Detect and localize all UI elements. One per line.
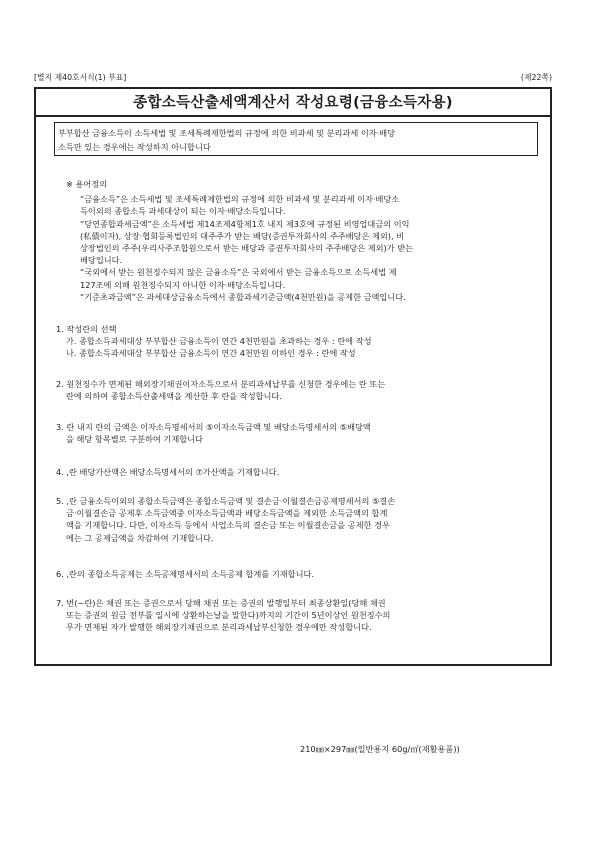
section-line: 나. 종합소득과세대상 부부합산 금융소득이 연간 4천만원 이하인 경우 : 란에 작성 bbox=[66, 348, 356, 359]
section-line: 무가 면제된 자가 발행한 해외장기채권으로 분리과세납부신청한 경우에만 작성합니다. bbox=[66, 622, 372, 633]
section-line: 5. ,란 금융소득이외의 종합소득금액은 종합소득금액 및 결손금·이월결손금공제명세서의 ⑤결손 bbox=[56, 496, 396, 506]
section-line: 1. 작성란의 선택 bbox=[56, 324, 117, 334]
instruction-section-4 bbox=[44, 466, 544, 478]
section-line: 4. ,란 배당가산액은 배당소득명세서의 ⑦가산액을 기재합니다. bbox=[56, 467, 280, 477]
definition-line: (私債이자), 상장·협회등록법인의 대주주가 받는 배당(증권투자회사의 주주배당은 제외), 비 bbox=[80, 230, 405, 241]
definition-line: 득이외의 종합소득 과세대상이 되는 이자·배당소득입니다. bbox=[80, 206, 286, 217]
form-id: [별지 제40호서식(1) 부표] bbox=[34, 73, 127, 82]
instruction-section-7 bbox=[44, 597, 544, 634]
section-line: 액을 기재합니다. 다만, 이자소득 등에서 사업소득의 결손금 또는 이월결손금을 공제한 경우 bbox=[66, 520, 390, 531]
definition-line: 상장법인의 주주(우리사주조합원으로서 받는 배당과 증권투자회사의 주주배당은 제외)가 받는 bbox=[80, 243, 414, 254]
section-line: 란에 의하여 종합소득산출세액을 계산한 후 란을 작성합니다. bbox=[66, 391, 282, 402]
section-line: 가. 종합소득과세대상 부부합산 금융소득이 연간 4천만원을 초과하는 경우 : 란에 작성 bbox=[66, 336, 372, 347]
section-line: 에는 그 공제금액을 차감하여 기재합니다. bbox=[66, 532, 214, 543]
definitions-heading: ※ 용어정의 bbox=[66, 179, 108, 189]
section-line: 금·이월결손금 공제후 소득금액중 이자소득금액과 배당소득금액을 제외한 소득금액의 합계 bbox=[66, 508, 388, 519]
definition-line: “국외에서 받는 원천징수되지 않은 금융소득”은 국외에서 받는 금융소득으로 소득세법 제 bbox=[80, 267, 397, 278]
section-line: 또는 증권의 원금 전부를 일시에 상환하는날을 말한다)까지의 기간이 5년이상인 원천징수의 bbox=[66, 610, 391, 621]
definition-line: “금융소득”은 소득세법 및 조세특례제한법의 규정에 의한 비과세 및 분리과세 이자·배당소 bbox=[80, 194, 400, 205]
section-line: 3. 란 내지 란의 금액은 이자소득명세서의 ⑤이자소득금액 및 배당소득명세서의 ⑤배당액 bbox=[56, 422, 371, 432]
notice-box bbox=[54, 122, 538, 156]
paper-spec-footer: 210㎜×297㎜(일반용지 60g/㎡(재활용품)) bbox=[300, 744, 460, 754]
notice-line: 소득만 있는 경우에는 작성하지 아니합니다 bbox=[58, 142, 211, 152]
document-title: 종합소득산출세액계산서 작성요령(금융소득자용) bbox=[34, 87, 552, 115]
section-line: 2. 원천징수가 면제된 해외장기채권이자소득으로서 분리과세납부를 신청한 경우에는 란 또는 bbox=[56, 379, 386, 389]
page-number: (제22쪽) bbox=[520, 73, 552, 82]
notice-line: 부부합산 금융소득이 소득세법 및 조세특례제한법의 규정에 의한 비과세 및 분리과세 이자·배당 bbox=[58, 128, 396, 138]
definition-line: 배당입니다. bbox=[80, 255, 123, 266]
instruction-section-3 bbox=[44, 421, 544, 445]
instruction-section-2 bbox=[44, 378, 544, 402]
form-header bbox=[34, 72, 552, 84]
section-line: 7. 번(~란)은 채권 또는 증권으로서 당해 채권 또는 증권의 발행일부터 최종상환일(당해 채권 bbox=[56, 598, 386, 608]
section-line: 을 해당 항목별로 구분하여 기재합니다 bbox=[66, 434, 203, 445]
definition-line: 127조에 의해 원천징수되지 아니한 이자·배당소득입니다. bbox=[80, 279, 286, 290]
instruction-section-5 bbox=[44, 495, 544, 544]
definitions-section bbox=[44, 178, 544, 303]
instruction-section-6 bbox=[44, 568, 544, 580]
section-line: 6. ,란의 종합소득공제는 소득공제명세서의 소득공제 합계를 기재합니다. bbox=[56, 569, 314, 579]
definition-line: “당연종합과세금액”은 소득세법 제14조제4항제1호 내지 제3호에 규정된 비영업대금의 이익 bbox=[80, 218, 410, 229]
instruction-section-1 bbox=[44, 323, 544, 360]
definition-line: “기준초과금액”은 과세대상금융소득에서 종합과세기준금액(4천만원)을 공제한 금액입니다. bbox=[80, 291, 406, 302]
